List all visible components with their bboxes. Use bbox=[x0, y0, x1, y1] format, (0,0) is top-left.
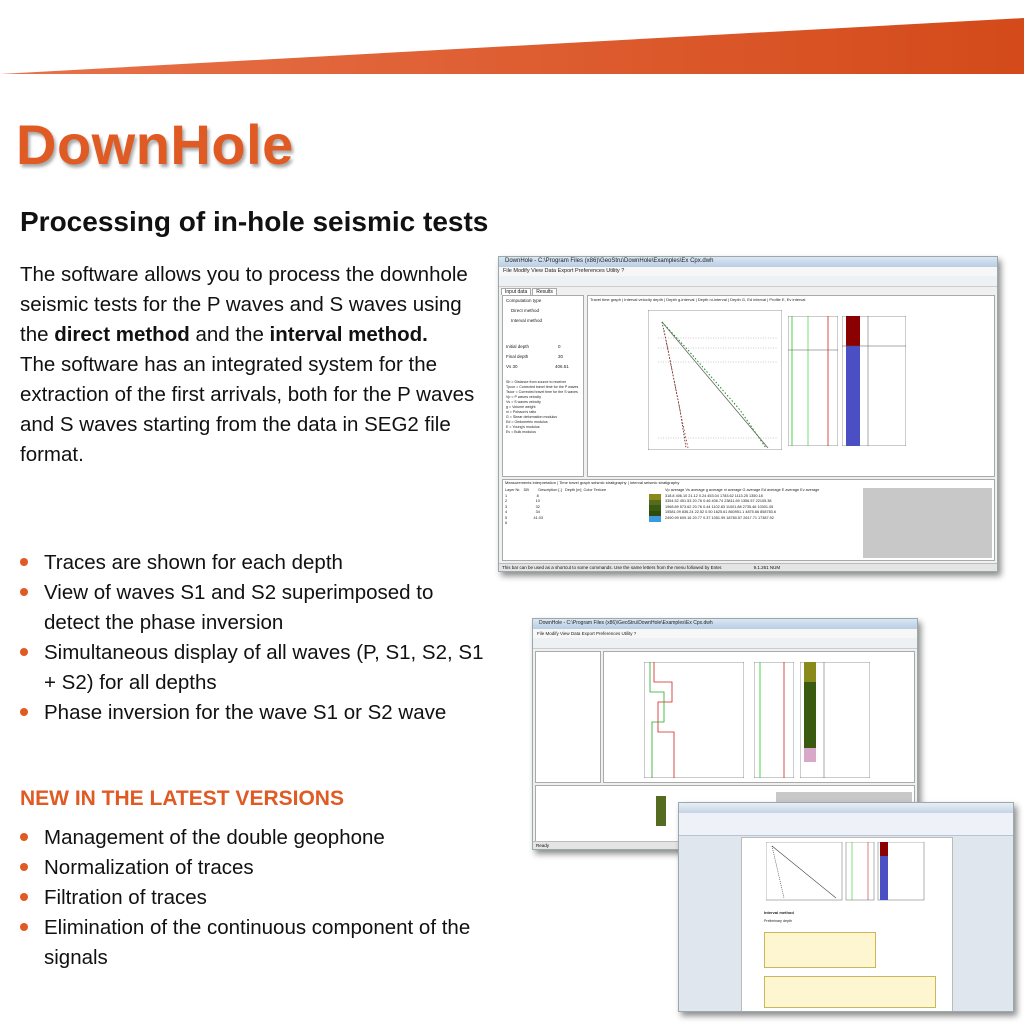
travel-time-graph bbox=[648, 310, 782, 450]
color-texture-swatches bbox=[649, 494, 661, 527]
interval-velocity-graph bbox=[644, 662, 744, 778]
chart-tabs: Travel time graph | Interval velocity depth | Depth g-interval | Depth ni-interval | Depth G, Ed interval | Profile E, Ev interval bbox=[590, 297, 806, 302]
bullet-icon bbox=[20, 923, 28, 931]
app-screenshot-main bbox=[498, 256, 998, 572]
results-empty-area bbox=[863, 488, 992, 558]
bullet-icon bbox=[20, 648, 28, 656]
parameters-panel: Computation type Direct method Interval method Initial depth 0 Final depth 30 Vs 30 406.51 Sh = Distance from source to receiver Tpcor = Corrected travel time for the P waves Tscor = Corrected travel time for the S waves Vp = P waves velocity Vs = S waves velocity g = Volume weight ni = Poisson's ratio G = Shear deformation modulus Ed = Oedometric modulus E = Young's modulus Ev = Bulk modulus bbox=[502, 295, 584, 477]
report-label: Preliminary depth bbox=[764, 919, 792, 923]
report-charts bbox=[766, 842, 926, 902]
toolbar bbox=[499, 276, 997, 287]
parameters-panel bbox=[535, 651, 601, 783]
toolbar bbox=[533, 638, 917, 649]
charts-panel bbox=[587, 295, 995, 477]
new-versions-heading: NEW IN THE LATEST VERSIONS bbox=[20, 787, 344, 810]
brand-title: DownHole bbox=[16, 113, 294, 176]
feature-list bbox=[20, 548, 490, 728]
status-bar: This bar can be used as a shortcut to some commands. Use the same letters from the menu followed by Enter. 9.1.261 NUM bbox=[499, 563, 997, 571]
header-swoosh bbox=[0, 0, 1024, 80]
results-table: Vp average Vs average g average ni average G average Ed average E average Ev average 318.8 406.10 21.12 0.24 453.04 1783.62 1113.25 1350.18 3354.52 451.53 20.76 0.46 406.74 23811.69 1356.57 22105.38 1968.89 573.62 20.76 0.44 1102.83 11001.88 2735.46 10301.05 15581.09 836.24 22.52 0.50 1625.61 860951.1 4875.66 858783.6 2490.99 609.16 20.77 0.37 1051.99 18780.57 2617.71 17387.92 bbox=[665, 488, 820, 520]
velocity-profile bbox=[754, 662, 794, 778]
report-table-1 bbox=[764, 932, 876, 968]
stratigraphy-column bbox=[842, 316, 906, 446]
bullet-icon bbox=[20, 893, 28, 901]
report-table-2 bbox=[764, 976, 936, 1008]
bullet-icon bbox=[20, 863, 28, 871]
new-feature-item: Elimination of the continuous component of the signals bbox=[20, 913, 490, 973]
velocity-profile bbox=[788, 316, 838, 446]
bullet-icon bbox=[20, 558, 28, 566]
intro-paragraph-1: The software allows you to process the downhole seismic tests for the P waves and S waves using the direct method and the interval method. bbox=[20, 263, 468, 346]
ribbon bbox=[679, 813, 1013, 836]
report-screenshot bbox=[678, 802, 1014, 1012]
menu-bar: File Modify View Data Export Preferences Utility ? bbox=[499, 267, 997, 276]
new-feature-item: Management of the double geophone bbox=[20, 823, 490, 853]
charts-panel bbox=[603, 651, 915, 783]
new-feature-item: Normalization of traces bbox=[20, 853, 490, 883]
report-heading: Interval method bbox=[764, 910, 794, 915]
main-tabs: Input data Results bbox=[501, 288, 558, 295]
status-bar: Ready bbox=[533, 841, 917, 849]
layer-table: Layer Nr. DB Description [-] Depth [m] Color Texture 1 8 2 10 3 32 4 34 5 41.03 6 bbox=[505, 488, 607, 525]
window-titlebar bbox=[679, 803, 1013, 813]
intro-text bbox=[20, 260, 490, 470]
window-titlebar: DownHole - C:\Program Files (x86)\GeoStru\DownHole\Examples\Ex Cpx.dwh bbox=[533, 619, 917, 629]
legend-text: Sh = Distance from source to receiver Tpcor = Corrected travel time for the P waves Tscor = Corrected travel time for the S waves Vp = P waves velocity Vs = S waves velocity g = Volume weight ni = Poisson's ratio G = Shear deformation modulus Ed = Oedometric modulus E = Young's modulus Ev = Bulk modulus bbox=[506, 380, 579, 434]
report-page bbox=[741, 837, 953, 1012]
feature-item: Traces are shown for each depth bbox=[20, 548, 490, 578]
results-panel bbox=[502, 479, 995, 561]
feature-item: Phase inversion for the wave S1 or S2 wave bbox=[20, 698, 490, 728]
scrollbar[interactable] bbox=[1005, 837, 1011, 1003]
stratigraphy-column bbox=[800, 662, 870, 778]
new-feature-item: Filtration of traces bbox=[20, 883, 490, 913]
intro-paragraph-2: The software has an integrated system for the extraction of the first arrivals, both for the P waves and S waves starting from the data in SEG2 file format. bbox=[20, 353, 475, 466]
bullet-icon bbox=[20, 588, 28, 596]
menu-bar: File Modify View Data Export Preferences Utility ? bbox=[533, 629, 917, 638]
window-titlebar: DownHole - C:\Program Files (x86)\GeoStru\DownHole\Examples\Ex Cpx.dwh bbox=[499, 257, 997, 267]
bottom-tabs: Measurements interpretation | Time travel graph seismic stratigraphy | Interval seismic stratigraphy bbox=[505, 480, 680, 485]
bullet-icon bbox=[20, 708, 28, 716]
feature-item: View of waves S1 and S2 superimposed to detect the phase inversion bbox=[20, 578, 490, 638]
color-texture-swatches bbox=[656, 796, 666, 826]
new-feature-list bbox=[20, 823, 490, 973]
page-subtitle: Processing of in-hole seismic tests bbox=[20, 206, 489, 237]
feature-item: Simultaneous display of all waves (P, S1, S2, S1 + S2) for all depths bbox=[20, 638, 490, 698]
bullet-icon bbox=[20, 833, 28, 841]
